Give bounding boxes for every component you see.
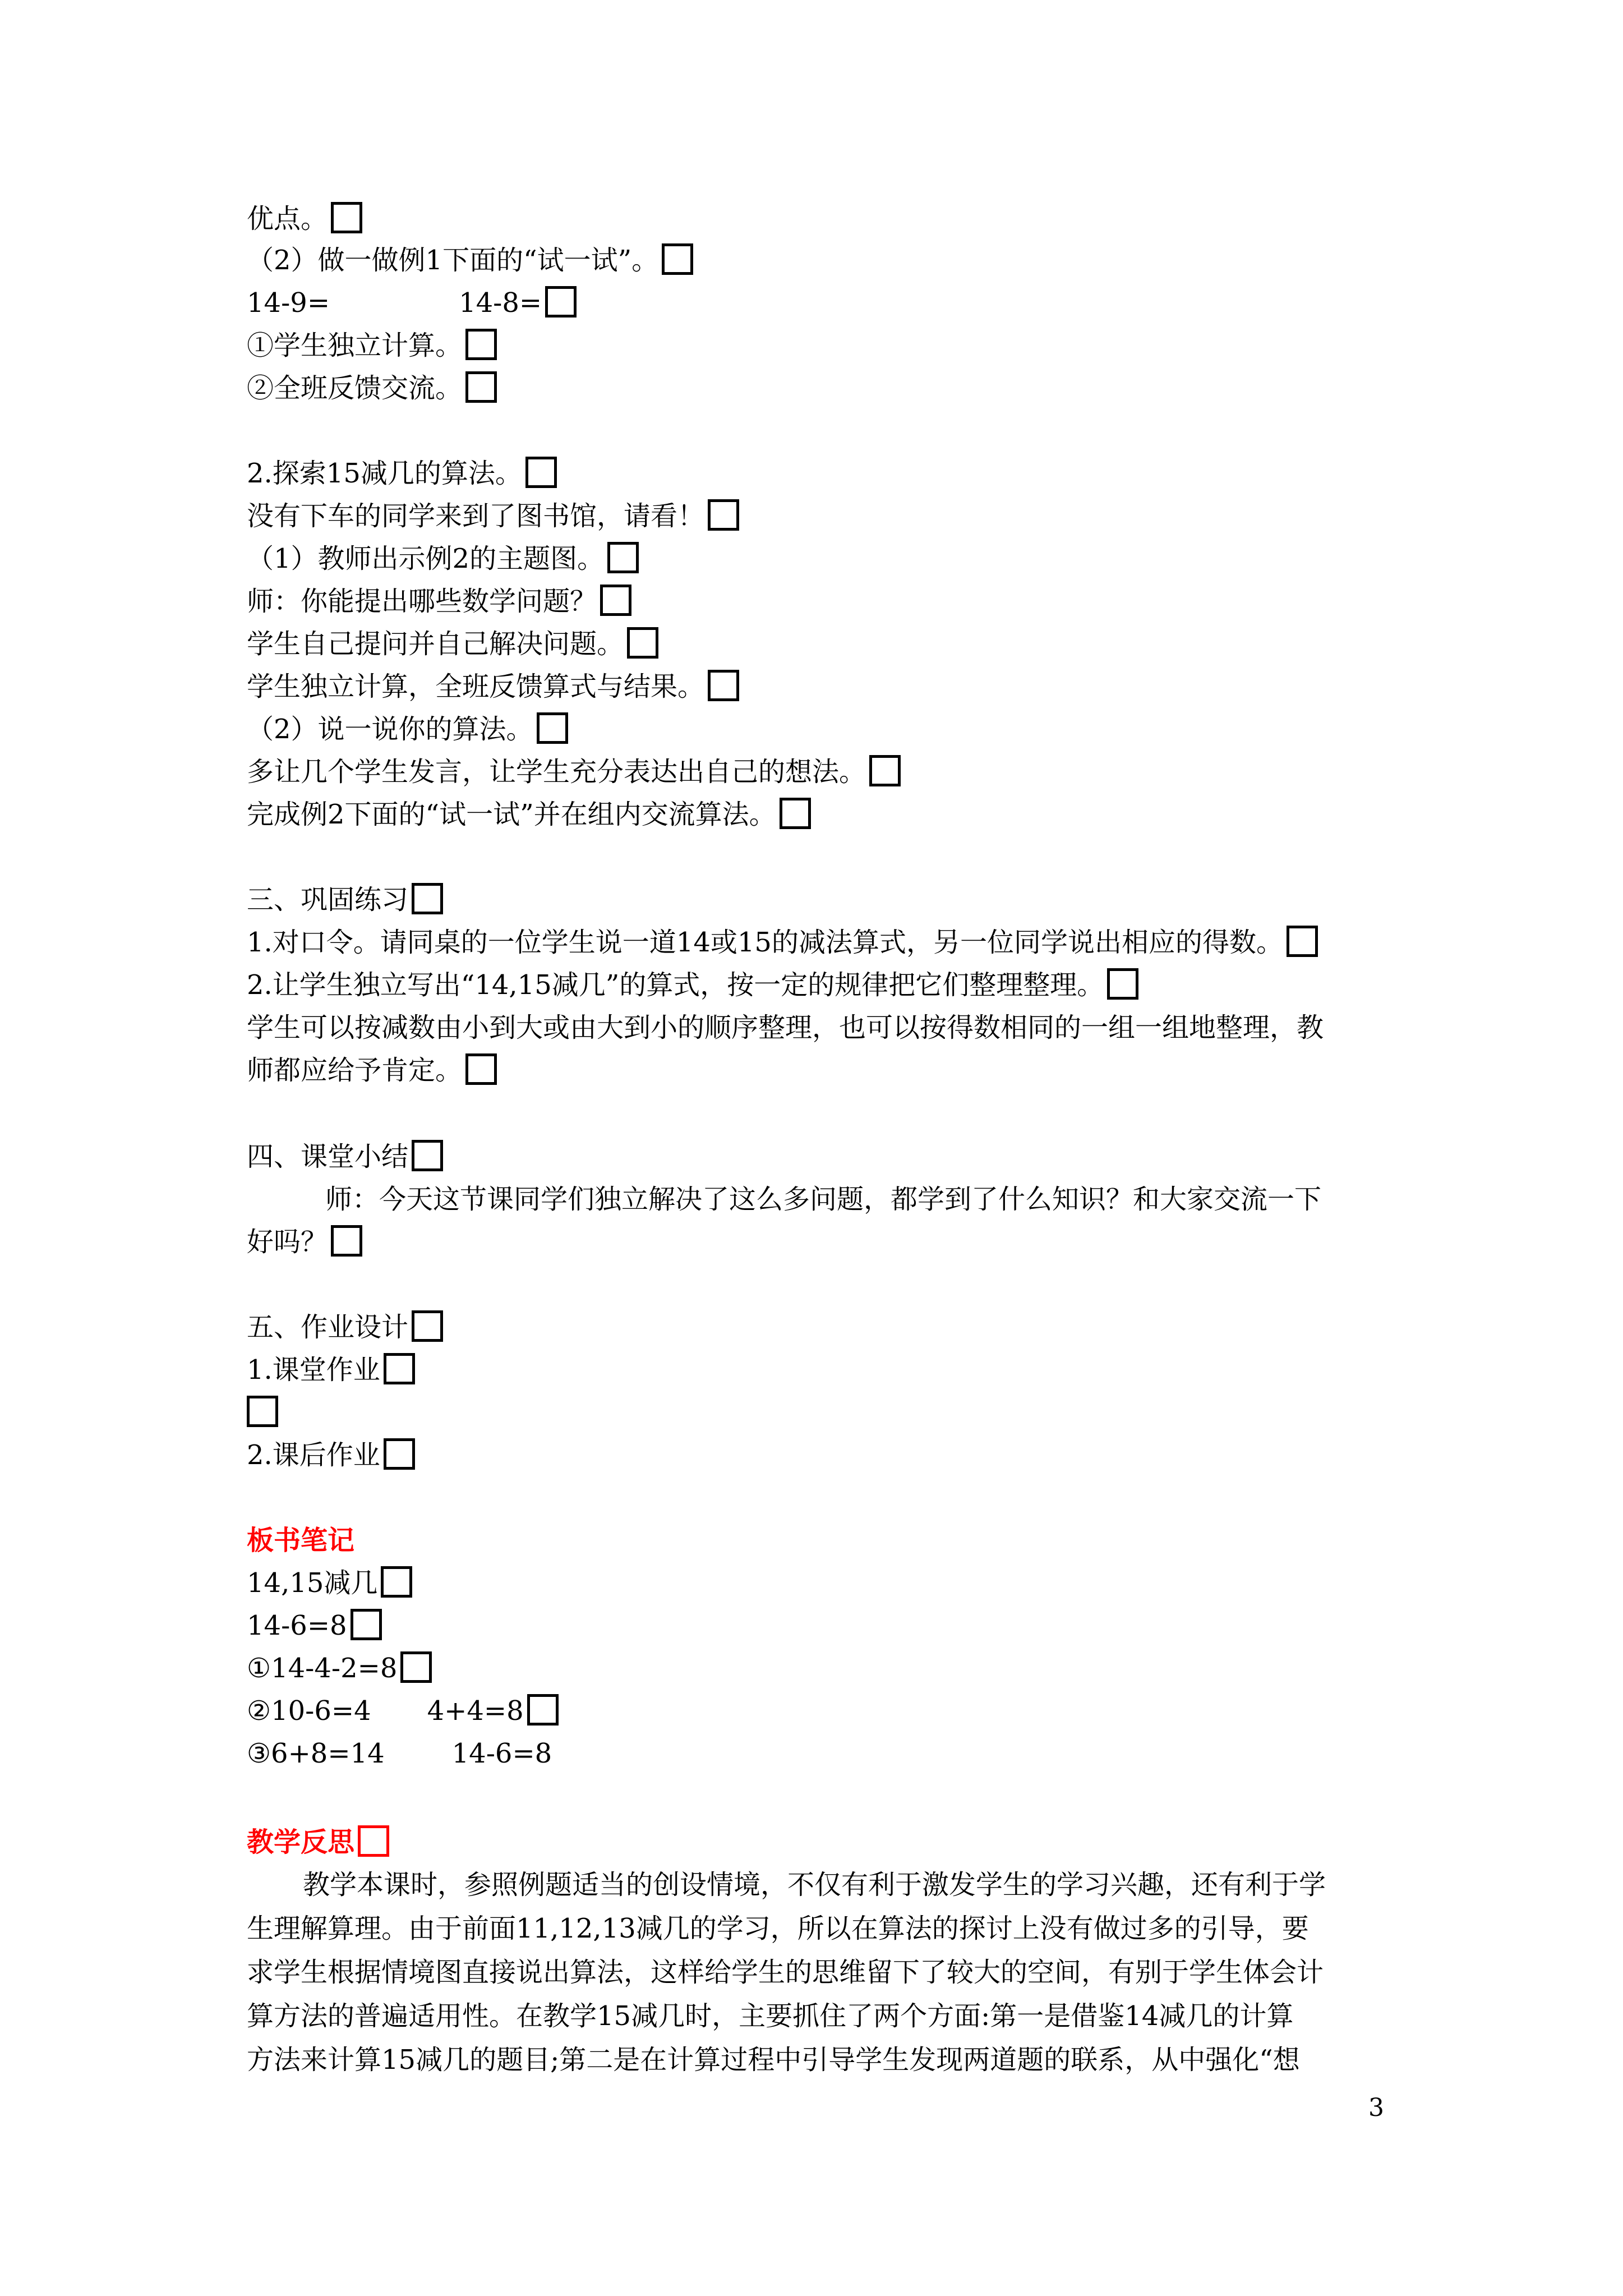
placeholder-box [381,1566,412,1598]
placeholder-box [331,1225,362,1257]
text-line [247,626,658,662]
equation-text: 4+4=8 [427,1695,524,1727]
line-text: ②全班反馈交流。 [247,372,463,404]
text-line [247,201,362,237]
text-line [325,1181,1321,1217]
paragraph-line: 生理解算理。由于前面11,12,13减几的学习，所以在算法的探讨上没有做过多的引导，要 [247,1913,1309,1944]
equation-text: 14-6=8 [247,1610,347,1641]
text-line [247,455,557,491]
line-text: 没有下车的同学来到了图书馆，请看！ [247,500,705,532]
text-line [247,583,631,619]
board-line [247,1608,382,1644]
line-text: 师都应给予肯定。 [247,1055,463,1086]
placeholder-box [351,1609,382,1640]
text-line [247,1352,415,1388]
text-line [247,541,639,577]
line-text: 优点。 [247,203,328,234]
placeholder-box [465,329,497,360]
placeholder-box [412,883,443,914]
text-line [247,797,811,832]
placeholder-box [412,1140,443,1171]
equation-text: ②10-6=4 [247,1695,371,1727]
equation-text: ①14-4-2=8 [247,1653,398,1684]
text-line [247,669,739,705]
text-line [247,242,693,278]
section-heading [247,1309,443,1345]
line-text: 学生独立计算，全班反馈算式与结果。 [247,671,705,702]
line-text: 完成例2下面的“试一试”并在组内交流算法。 [247,799,776,830]
line-text: 好吗？ [247,1226,328,1258]
heading-text: 四、课堂小结 [247,1141,409,1172]
heading-text: 板书笔记 [247,1525,355,1556]
placeholder-box [412,1310,443,1342]
placeholder-box [1287,926,1318,957]
line-text: 1.对口令。请同桌的一位学生说一道14或15的减法算式，另一位同学说出相应的得数。 [247,927,1283,958]
placeholder-box [384,1353,415,1384]
placeholder-box [400,1651,432,1683]
paragraph-line: 方法来计算15减几的题目;第二是在计算过程中引导学生发现两道题的联系，从中强化“想 [247,2044,1300,2076]
placeholder-box [780,798,811,829]
placeholder-box [627,627,658,659]
text-line [247,498,739,534]
line-text: （1）教师出示例2的主题图。 [247,543,605,574]
placeholder-box [247,1396,278,1427]
text-line [247,754,901,790]
placeholder-box [525,457,557,488]
line-text: 师：今天这节课同学们独立解决了这么多问题，都学到了什么知识？和大家交流一下 [325,1184,1322,1215]
placeholder-box [869,755,901,786]
placeholder-box [358,1825,389,1857]
placeholder-box [384,1438,415,1470]
placeholder-box [465,371,497,403]
text-line [247,1052,497,1088]
line-text: 14,15减几 [247,1567,378,1599]
board-line [247,1565,412,1601]
line-text: 2.让学生独立写出“14,15减几”的算式，按一定的规律把它们整理整理。 [247,969,1104,1001]
board-line [247,1736,552,1772]
heading-text: 五、作业设计 [247,1312,409,1343]
line-text: 学生可以按减数由小到大或由大到小的顺序整理，也可以按得数相同的一组一组地整理，教 [247,1012,1324,1043]
placeholder-box [527,1694,559,1726]
line-text: 师：你能提出哪些数学问题？ [247,586,597,617]
board-notes-heading [247,1522,354,1558]
reflection-paragraph [247,1867,1391,2086]
equation-text: ③6+8=14 [247,1738,385,1769]
text-line [247,370,497,406]
line-text: 1.课堂作业 [247,1354,380,1386]
text-line [247,1437,415,1473]
text-line [247,328,497,364]
board-line [247,1650,432,1686]
placeholder-box [1107,968,1138,1000]
line-text: 学生自己提问并自己解决问题。 [247,628,624,660]
equation-text: 14-6=8 [451,1738,552,1769]
section-heading [247,882,443,918]
text-line [247,1010,1324,1046]
text-line [247,967,1138,1003]
line-text: 2.课后作业 [247,1439,380,1471]
paragraph-line: 算方法的普遍适用性。在教学15减几时，主要抓住了两个方面:第一是借鉴14减几的计算 [247,2000,1294,2032]
page-number: 3 [1368,2093,1384,2122]
heading-text: 三、巩固练习 [247,884,409,915]
text-line [247,924,1318,960]
placeholder-box [662,243,693,275]
placeholder-box [708,499,739,531]
placeholder-box [331,202,362,233]
placeholder-box [537,712,568,744]
line-text: （2）说一说你的算法。 [247,714,533,745]
placeholder-box [607,542,639,573]
text-line [247,285,577,321]
board-line [247,1693,559,1729]
line-text: （2）做一做例1下面的“试一试”。 [247,245,659,276]
line-text: 2.探索15减几的算法。 [247,458,522,489]
equation-text: 14-9= [247,287,330,319]
text-line [247,711,568,747]
paragraph-line: 教学本课时，参照例题适当的创设情境，不仅有利于激发学生的学习兴趣，还有利于学 [303,1869,1326,1901]
placeholder-box [708,670,739,701]
line-text: ①学生独立计算。 [247,330,463,361]
text-line [247,1395,278,1430]
equation-text: 14-8= [459,287,542,319]
reflection-heading [247,1824,389,1860]
line-text: 多让几个学生发言，让学生充分表达出自己的想法。 [247,756,866,788]
placeholder-box [465,1053,497,1085]
heading-text: 教学反思 [247,1826,355,1858]
paragraph-line: 求学生根据情境图直接说出算法，这样给学生的思维留下了较大的空间，有别于学生体会计 [247,1957,1324,1988]
placeholder-box [545,286,577,318]
placeholder-box [600,585,631,616]
text-line [247,1224,362,1260]
section-heading [247,1139,443,1175]
